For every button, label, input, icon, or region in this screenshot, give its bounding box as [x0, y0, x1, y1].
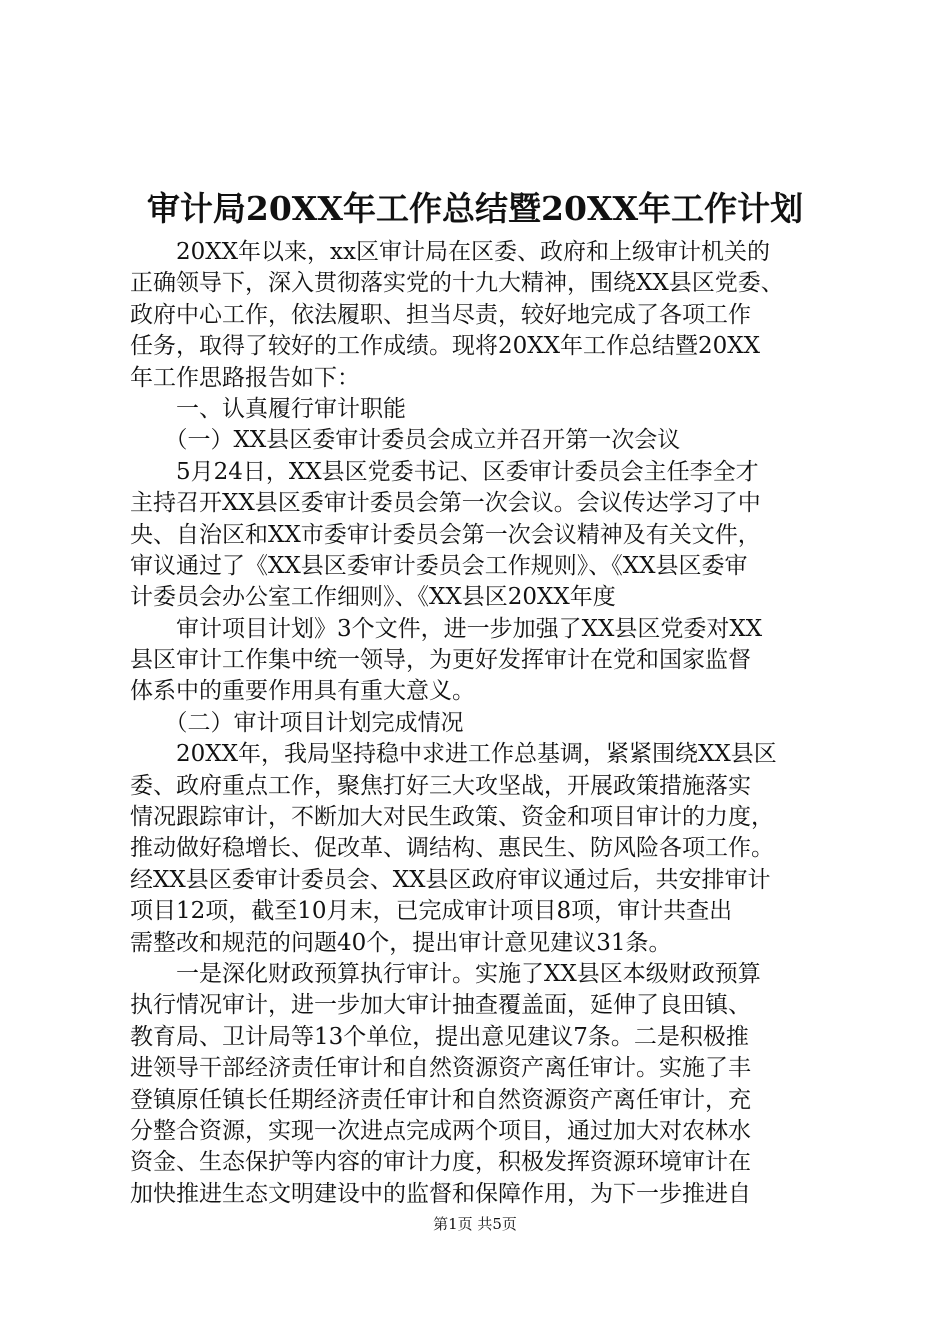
text-line: 加快推进生态文明建设中的监督和保障作用，为下一步推进自: [130, 1180, 751, 1207]
document-title: 审计局20XX年工作总结暨20XX年工作计划: [146, 189, 804, 228]
text-line: 执行情况审计，进一步加大审计抽查覆盖面，延伸了良田镇、: [130, 992, 751, 1019]
text-line: 县区审计工作集中统一领导，为更好发挥审计在党和国家监督: [130, 647, 751, 674]
text-line: （二）审计项目计划完成情况: [130, 709, 464, 736]
text-line: 5月24日，XX县区党委书记、区委审计委员会主任李全才: [130, 458, 759, 485]
text-line: 委、政府重点工作，聚焦打好三大攻坚战，开展政策措施落实: [130, 772, 751, 799]
text-line: 计委员会办公室工作细则》、《XX县区20XX年度: [130, 584, 616, 611]
text-line: （一）XX县区委审计委员会成立并召开第一次会议: [130, 427, 681, 454]
text-line: 情况跟踪审计，不断加大对民生政策、资金和项目审计的力度，: [130, 804, 774, 831]
text-line: 一是深化财政预算执行审计。实施了XX县区本级财政预算: [130, 960, 761, 987]
text-line: 审计项目计划》3个文件，进一步加强了XX县区党委对XX: [130, 615, 763, 642]
text-line: 分整合资源，实现一次进点完成两个项目，通过加大对农林水: [130, 1117, 751, 1144]
document-body: [130, 237, 840, 1210]
text-line: 体系中的重要作用具有重大意义。: [130, 678, 475, 705]
text-line: 资金、生态保护等内容的审计力度，积极发挥资源环境审计在: [130, 1149, 751, 1176]
text-line: 政府中心工作，依法履职、担当尽责，较好地完成了各项工作: [130, 301, 751, 328]
text-line: 央、自治区和XX市委审计委员会第一次会议精神及有关文件，: [130, 521, 761, 548]
text-line: 项目12项，截至10月末，已完成审计项目8项，审计共查出: [130, 898, 733, 925]
text-line: 教育局、卫计局等13个单位，提出意见建议7条。二是积极推: [130, 1023, 749, 1050]
text-line: 20XX年以来，xx区审计局在区委、政府和上级审计机关的: [130, 239, 770, 265]
text-line: 任务，取得了较好的工作成绩。现将20XX年工作总结暨20XX: [130, 333, 761, 360]
text-line: 登镇原任镇长任期经济责任审计和自然资源资产离任审计，充: [130, 1086, 751, 1113]
text-line: 进领导干部经济责任审计和自然资源资产离任审计。实施了丰: [130, 1055, 751, 1082]
text-line: 年工作思路报告如下：: [130, 364, 360, 391]
text-line: 一、认真履行审计职能: [130, 395, 406, 422]
text-line: 推动做好稳增长、促改革、调结构、惠民生、防风险各项工作。: [130, 835, 774, 862]
text-line: 需整改和规范的问题40个，提出审计意见建议31条。: [130, 929, 672, 956]
text-line: 正确领导下，深入贯彻落实党的十九大精神，围绕XX县区党委、: [130, 270, 784, 297]
text-line: 主持召开XX县区委审计委员会第一次会议。会议传达学习了中: [130, 490, 761, 517]
text-line: 20XX年，我局坚持稳中求进工作总基调，紧紧围绕XX县区: [130, 741, 777, 768]
text-line: 审议通过了《XX县区委审计委员会工作规则》、《XX县区委审: [130, 552, 748, 579]
page-footer: 第1页 共5页: [433, 1215, 517, 1233]
text-line: 经XX县区委审计委员会、XX县区政府审议通过后，共安排审计: [130, 866, 771, 893]
